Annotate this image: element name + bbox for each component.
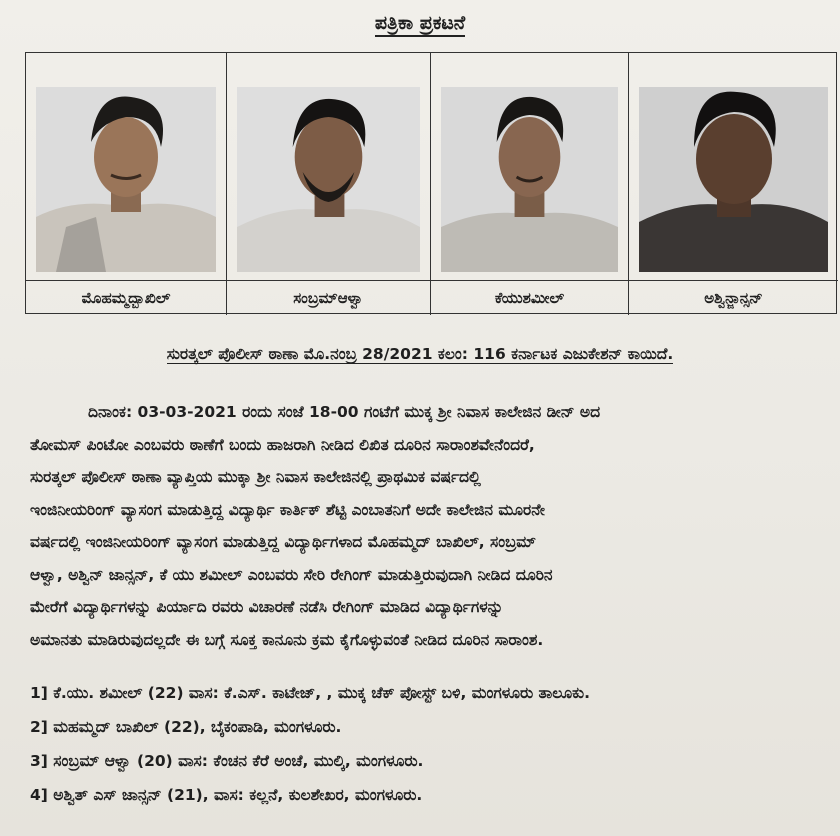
suspect-photo-cell	[431, 53, 629, 280]
suspect-photo	[441, 87, 618, 272]
case-heading: ಸುರತ್ಕಲ್ ಪೊಲೀಸ್ ಠಾಣಾ ಮೊ.ನಂಬ್ರ 28/2021 ಕಲಂ: 116 ಕರ್ನಾಟಕ ಎಜುಕೇಶನ್ ಕಾಯಿದೆ.	[166, 345, 674, 363]
suspect-photo	[237, 87, 420, 272]
suspect-photo-cell	[629, 53, 838, 280]
list-item: 4] ಅಶ್ವಿತ್ ಎಸ್ ಜಾನ್ಸನ್ (21), ವಾಸ: ಕಲ್ಲನೆ, ಕುಲಶೇಖರ, ಮಂಗಳೂರು.	[30, 786, 423, 804]
suspects-photo-table	[25, 52, 837, 314]
paragraph-line: ತೋಮಸ್ ಪಿಂಟೋ ಎಂಬವರು ಠಾಣೆಗೆ ಬಂದು ಹಾಜರಾಗಿ ನೀಡಿದ ಲಿಖಿತ ದೂರಿನ ಸಾರಾಂಶವೇನೆಂದರೆ,	[30, 435, 535, 454]
list-item: 1] ಕೆ.ಯು. ಶಮೀಲ್ (22) ವಾಸ: ಕೆ.ಎಸ್. ಕಾಟೇಜ್, , ಮುಕ್ಕ ಚೆಕ್ ಪೋಸ್ಟ್ ಬಳಿ, ಮಂಗಳೂರು ತಾಲೂಕು.	[30, 684, 590, 702]
complaint-paragraph	[30, 396, 830, 656]
suspect-photo-cell	[26, 53, 227, 280]
suspect-name: ಸಂಬ್ರಮ್ಆಳ್ವಾ	[227, 280, 431, 315]
list-item: 2] ಮಹಮ್ಮದ್ ಬಾಖಿಲ್ (22), ಬೈಕಂಪಾಡಿ, ಮಂಗಳೂರು.	[30, 718, 342, 736]
suspect-photo	[36, 87, 216, 272]
suspect-photo	[639, 87, 828, 272]
paragraph-line: ಅಮಾನತು ಮಾಡಿರುವುದಲ್ಲದೇ ಈ ಬಗ್ಗೆ ಸೂಕ್ತ ಕಾನೂನು ಕ್ರಮ ಕೈಗೊಳ್ಳುವಂತೆ ನೀಡಿದ ದೂರಿನ ಸಾರಾಂಶ.	[30, 630, 544, 649]
paragraph-line: ಸುರತ್ಕಲ್ ಪೊಲೀಸ್ ಠಾಣಾ ವ್ಯಾಪ್ತಿಯ ಮುಕ್ಕಾ ಶ್ರೀ ನಿವಾಸ ಕಾಲೇಜಿನಲ್ಲಿ ಪ್ರಾಥಮಿಕ ವರ್ಷದಲ್ಲಿ	[30, 468, 481, 486]
paragraph-line: ಮೇರೆಗೆ ವಿದ್ಯಾರ್ಥಿಗಳನ್ನು ಪಿರ್ಯಾದಿ ರವರು ವಿಚಾರಣೆ ನಡೆಸಿ ರೇಗಿಂಗ್ ಮಾಡಿದ ವಿದ್ಯಾರ್ಥಿಗಳನ್ನು	[30, 598, 504, 616]
suspect-name: ಮೊಹಮ್ಮದ್ಬಾಖಿಲ್	[26, 280, 227, 315]
page-title: ಪತ್ರಿಕಾ ಪ್ರಕಟನೆ	[0, 12, 840, 34]
paragraph-line: ವರ್ಷದಲ್ಲಿ ಇಂಜಿನೀಯರಿಂಗ್ ವ್ಯಾಸಂಗ ಮಾಡುತ್ತಿದ್ದ ವಿದ್ಯಾರ್ಥಿಗಳಾದ ಮೊಹಮ್ಮದ್ ಬಾಖಿಲ್, ಸಂಬ್ರಮ್	[30, 533, 537, 551]
paragraph-line: ದಿನಾಂಕ: 03-03-2021 ರಂದು ಸಂಜೆ 18-00 ಗಂಟೆಗೆ ಮುಕ್ಕ ಶ್ರೀ ನಿವಾಸ ಕಾಲೇಜಿನ ಡೀನ್ ಅದ	[88, 403, 601, 421]
list-item: 3] ಸಂಬ್ರಮ್ ಆಳ್ವಾ (20) ವಾಸ: ಕೆಂಚನ ಕೆರೆ ಅಂಚೆ, ಮುಲ್ಕಿ, ಮಂಗಳೂರು.	[30, 752, 424, 770]
paragraph-line: ಆಳ್ವಾ, ಅಶ್ವಿನ್ ಜಾನ್ಸನ್, ಕೆ ಯು ಶಮೀಲ್ ಎಂಬವರು ಸೇರಿ ರೇಗಿಂಗ್ ಮಾಡುತ್ತಿರುವುದಾಗಿ ನೀಡಿದ ದೂರಿನ	[30, 565, 553, 584]
accused-list	[30, 676, 830, 812]
suspect-name: ಕೆಯುಶಮೀಲ್	[431, 280, 629, 315]
suspect-name: ಅಶ್ವಿನ್ಜಾನ್ಸನ್	[629, 280, 838, 315]
paragraph-line: ಇಂಜಿನೀಯರಿಂಗ್ ವ್ಯಾಸಂಗ ಮಾಡುತ್ತಿದ್ದ ವಿದ್ಯಾರ್ಥಿ ಕಾರ್ತಿಕ್ ಶೆಟ್ಟಿ ಎಂಬಾತನಿಗೆ ಅದೇ ಕಾಲೇಜಿನ ಮೂರನೇ	[30, 500, 545, 519]
suspect-photo-cell	[227, 53, 431, 280]
